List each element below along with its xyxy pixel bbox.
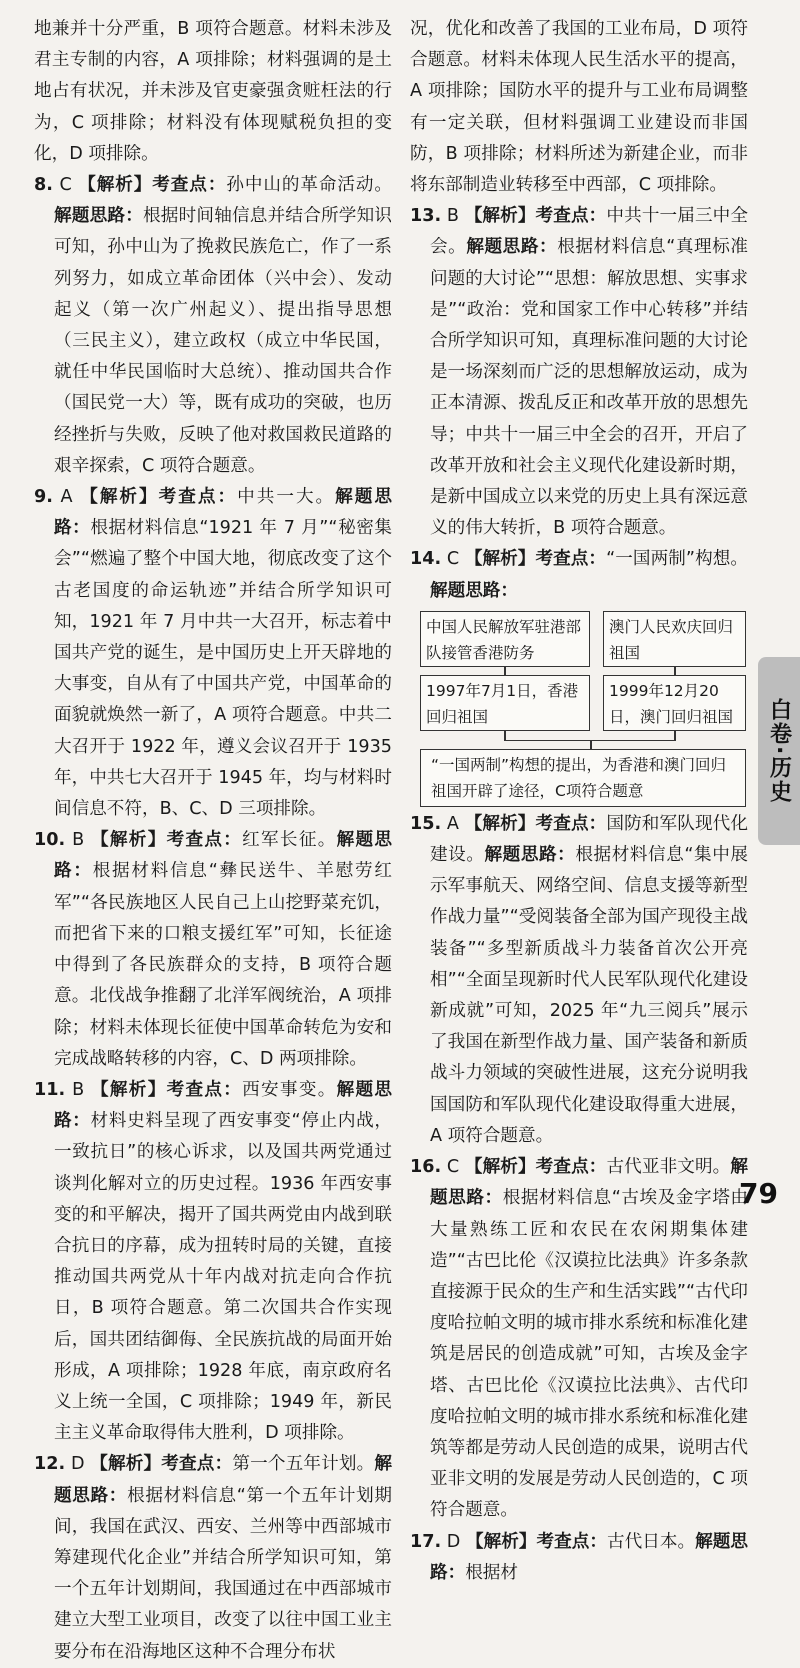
answer-letter: A xyxy=(60,487,73,508)
solution-text: 根据材料信息“真理标准问题的大讨论”“思想：解放思想、实事求是”“政治：党和国家工作中心转移”并结合所学知识可知，真理标准问题的大讨论是一场深刻而广泛的思想解放运动，成为正本清源、拨乱反正和改革开放的思想先导；中共十一届三中全会的召开，开启了改革开放和社会主义现代化建设新时期，是新中国成立以来党的历史上具有深远意义的伟大转折，B 项符合题意。 xyxy=(430,237,748,539)
key-point-label: 考查点： xyxy=(536,1531,607,1552)
solution-text: 根据材料信息“1921 年 7 月”“秘密集会”“燃遍了整个中国大地，彻底改变了这个古老国度的命运轨迹”并结合所学知识可知，1921 年 7 月中共一大召开，标志着中国共产党的诞生，是中国历史上开天辟地的大事变，自从有了中国共产党，中国革命的面貌就焕然一新了，A 项符合题意。中共二大召开于 1922 年，遵义会议召开于 1935 年，中共七大召开于 1945 年，均与材料时间信息不符，B、C、D 三项排除。 xyxy=(54,518,392,820)
answer-entry-8 xyxy=(34,170,392,482)
side-tab-label: 白卷·历史 xyxy=(766,697,792,805)
diagram-box-macau-celebrate: 澳门人民欢庆回归祖国 xyxy=(603,611,746,667)
answer-entry-16 xyxy=(410,1152,748,1526)
key-point-label: 考查点： xyxy=(152,175,227,196)
key-point: 古代日本。 xyxy=(606,1531,696,1552)
analysis-tag: 【解析】 xyxy=(90,1454,162,1475)
solution-label: 解题思路： xyxy=(54,206,143,227)
answer-entry-10 xyxy=(34,825,392,1075)
answer-letter: B xyxy=(446,206,459,227)
diagram-box-conclusion: “一国两制”构想的提出，为香港和澳门回归祖国开辟了途径，C项符合题意 xyxy=(420,749,746,807)
key-point-label: 考查点： xyxy=(166,830,243,851)
continued-paragraph: 况，优化和改善了我国的工业布局，D 项符合题意。材料未体现人民生活水平的提高，A 项排除；国防水平的提升与工业布局调整有一定关联，但材料强调工业建设而非国防，B 项排除；材料所述为新建企业，而非将东部制造业转移至中西部，C 项排除。 xyxy=(410,19,748,196)
side-tab xyxy=(758,657,800,845)
diagram-arrow xyxy=(674,667,676,675)
answer-letter: C xyxy=(446,549,460,570)
solution-label: 解题思路： xyxy=(430,1157,748,1209)
analysis-tag: 【解析】 xyxy=(464,549,536,570)
diagram-box-macau-return: 1999年12月20日，澳门回归祖国 xyxy=(603,675,746,731)
question-number: 9. xyxy=(34,487,53,508)
key-point-label: 考查点： xyxy=(166,1079,243,1100)
key-point-label: 考查点： xyxy=(158,487,238,508)
solution-label: 解题思路： xyxy=(54,1454,392,1506)
key-point-label: 考查点： xyxy=(535,549,607,570)
answer-letter: D xyxy=(446,1531,461,1552)
answer-letter: B xyxy=(72,830,85,851)
analysis-tag: 【解析】 xyxy=(80,487,159,508)
solution-label: 解题思路： xyxy=(484,845,576,866)
key-point-label: 考查点： xyxy=(161,1454,233,1475)
question-number: 11. xyxy=(34,1079,66,1100)
answer-entry-17 xyxy=(410,1527,748,1589)
question-number: 17. xyxy=(410,1531,442,1552)
continued-paragraph: 地兼并十分严重，B 项符合题意。材料未涉及君主专制的内容，A 项排除；材料强调的是土地占有状况，并未涉及官吏豪强贪赃枉法的行为，C 项排除；材料没有体现赋税负担的变化，D 项排除。 xyxy=(34,19,392,164)
question-number: 10. xyxy=(34,830,66,851)
answer-letter: C xyxy=(446,1157,460,1178)
solution-label: 解题思路： xyxy=(54,1079,392,1132)
solution-label: 解题思路： xyxy=(430,1531,748,1583)
key-point: “一国两制”构想。 xyxy=(606,549,749,570)
question-number: 13. xyxy=(410,206,442,227)
solution-label: 解题思路： xyxy=(430,580,518,601)
solution-text: 根据材料信息“集中展示军事航天、网络空间、信息支援等新型作战力量”“受阅装备全部为国产现役主战装备”“多型新质战斗力装备首次公开亮相”“全面呈现新时代人民军队现代化建设新成就”可知，2025 年“九三阅兵”展示了我国在新型作战力量、国产装备和新质战斗力领域的突破性进展，这充分说明我国国防和军队现代化建设取得重大进展，A 项符合题意。 xyxy=(430,845,748,1146)
solution-text: 根据材料信息“彝民送牛、羊慰劳红军”“各民族地区人民自己上山挖野菜充饥，而把省下来的口粮支援红军”可知，长征途中得到了各民族群众的支持，B 项符合题意。北伐战争推翻了北洋军阀统治，A 项排除；材料未体现长征使中国革命转危为安和完成战略转移的内容，C、D 两项排除。 xyxy=(54,861,392,1069)
question-number: 15. xyxy=(410,813,442,834)
key-point-label: 考查点： xyxy=(535,813,607,834)
solution-text: 根据材 xyxy=(465,1562,518,1583)
flow-diagram xyxy=(410,611,746,800)
answer-letter: C xyxy=(59,175,72,196)
diagram-box-hk-return: 1997年7月1日，香港回归祖国 xyxy=(420,675,590,731)
answer-entry-15 xyxy=(410,809,748,1152)
right-column xyxy=(410,14,748,1589)
page-number: 79 xyxy=(739,1177,778,1210)
analysis-tag: 【解析】 xyxy=(464,206,536,227)
solution-text: 根据时间轴信息并结合所学知识可知，孙中山为了挽救民族危亡，作了一系列努力，如成立革命团体（兴中会）、发动起义（第一次广州起义）、提出指导思想（三民主义），建立政权（成立中华民国，就任中华民国临时大总统）、推动国共合作（国民党一大）等，既有成功的突破，也历经挫折与失败，反映了他对救国救民道路的艰辛探索，C 项符合题意。 xyxy=(54,206,392,476)
answer-letter: A xyxy=(446,813,459,834)
key-point: 孙中山的革命活动。 xyxy=(226,175,392,196)
solution-text: 材料史料呈现了西安事变“停止内战，一致抗日”的核心诉求，以及国共两党通过谈判化解对立的历史过程。1936 年西安事变的和平解决，揭开了国共两党由内战到联合抗日的序幕，成为扭转时局的关键，直接推动国共两党从十年内战对抗走向合作抗日，B 项符合题意。第二次国共合作实现后，国共团结御侮、全民族抗战的局面开始形成，A 项排除；1928 年底，南京政府名义上统一全国，C 项排除；1949 年，新民主主义革命取得伟大胜利，D 项排除。 xyxy=(54,1111,392,1444)
analysis-tag: 【解析】 xyxy=(465,1531,537,1552)
diagram-arrow xyxy=(504,667,506,675)
key-point: 古代亚非文明。 xyxy=(606,1157,731,1178)
question-number: 14. xyxy=(410,549,442,570)
analysis-tag: 【解析】 xyxy=(464,813,536,834)
key-point-label: 考查点： xyxy=(535,1157,607,1178)
key-point: 红军长征。 xyxy=(242,830,337,851)
left-column xyxy=(34,14,392,1668)
answer-letter: D xyxy=(70,1454,85,1475)
diagram-connector xyxy=(590,741,592,749)
diagram-box-hk-defense: 中国人民解放军驻港部队接管香港防务 xyxy=(420,611,590,667)
solution-label: 解题思路： xyxy=(54,487,392,539)
question-number: 8. xyxy=(34,175,53,196)
key-point: 国防和军队现代化建设。 xyxy=(430,813,748,866)
key-point: 第一个五年计划。 xyxy=(232,1454,375,1475)
answer-letter: B xyxy=(72,1079,85,1100)
question-number: 16. xyxy=(410,1157,442,1178)
key-point-label: 考查点： xyxy=(535,206,607,227)
solution-text: 根据材料信息“古埃及金字塔由大量熟练工匠和农民在农闲期集体建造”“古巴比伦《汉谟拉比法典》许多条款直接源于民众的生产和生活实践”“古代印度哈拉帕文明的城市排水系统和标准化建筑是居民的创造成就”可知，古埃及金字塔、古巴比伦《汉谟拉比法典》、古代印度哈拉帕文明的城市排水系统和标准化建筑等都是劳动人民创造的成果，说明古代亚非文明的发展是劳动人民创造的，C 项符合题意。 xyxy=(430,1188,748,1521)
answer-entry-13 xyxy=(410,201,748,544)
answer-entry-11 xyxy=(34,1075,392,1449)
key-point: 西安事变。 xyxy=(242,1079,337,1100)
key-point: 中共十一届三中全会。 xyxy=(430,206,748,258)
question-number: 12. xyxy=(34,1454,66,1475)
analysis-tag: 【解析】 xyxy=(91,830,167,851)
answer-entry-9 xyxy=(34,482,392,825)
key-point: 中共一大。 xyxy=(237,487,336,508)
solution-label: 解题思路： xyxy=(54,830,392,882)
analysis-tag: 【解析】 xyxy=(464,1157,536,1178)
answer-entry-14 xyxy=(410,544,748,606)
answer-entry-12 xyxy=(34,1449,392,1667)
solution-text: 根据材料信息“第一个五年计划期间，我国在武汉、西安、兰州等中西部城市筹建现代化企业”并结合所学知识可知，第一个五年计划期间，我国通过在中西部城市建立大型工业项目，改变了以往中国工业主要分布在沿海地区这种不合理分布状 xyxy=(54,1485,392,1662)
analysis-tag: 【解析】 xyxy=(78,175,153,196)
solution-label: 解题思路： xyxy=(466,237,558,258)
analysis-tag: 【解析】 xyxy=(91,1079,167,1100)
